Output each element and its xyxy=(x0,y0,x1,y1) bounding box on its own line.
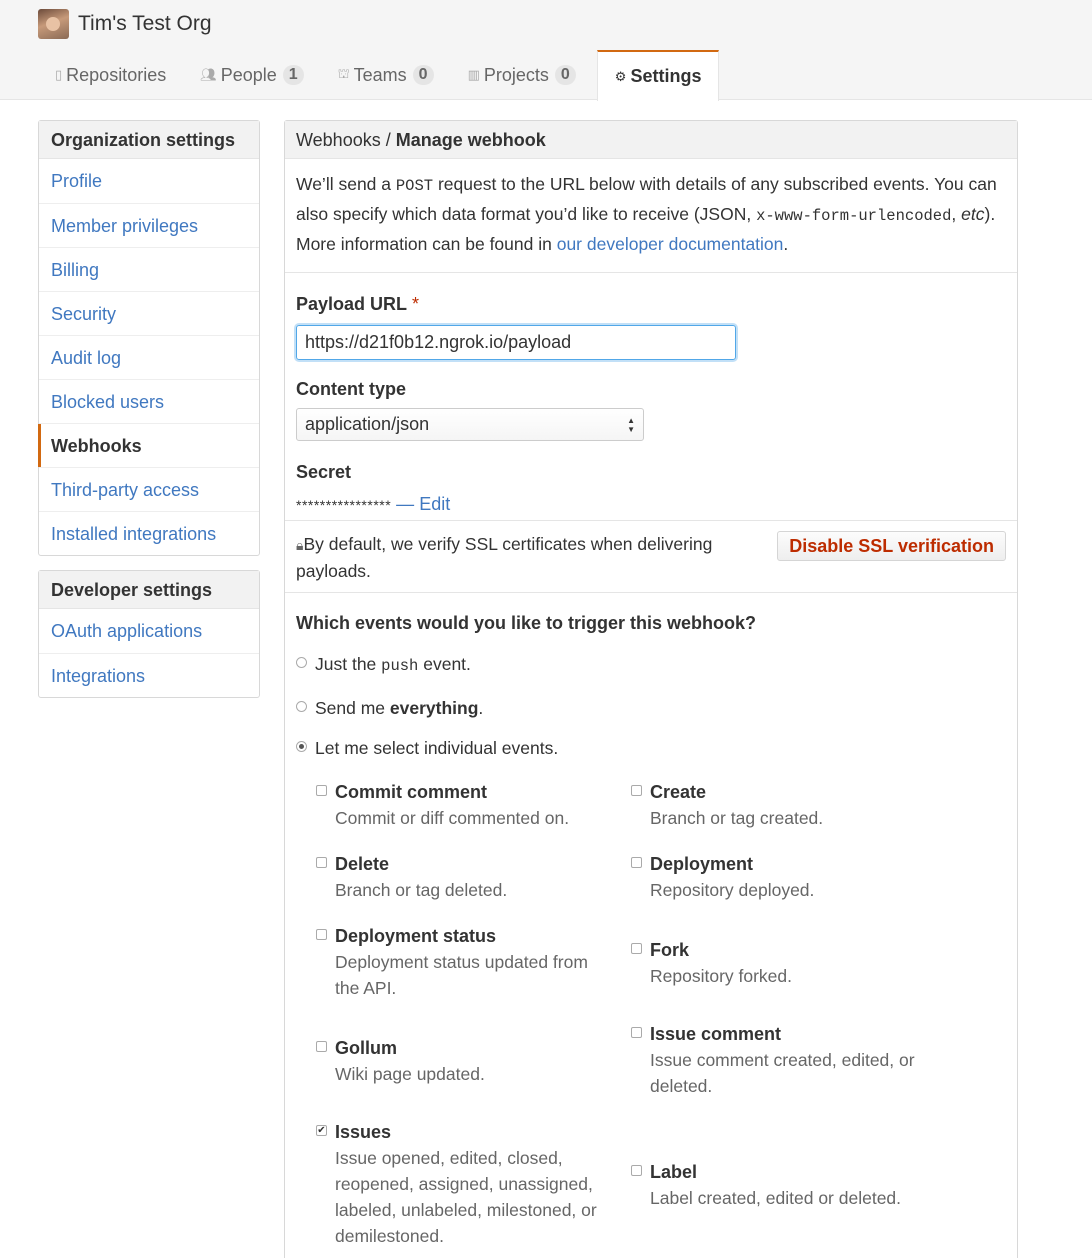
event-title: Deployment status xyxy=(335,926,497,946)
org-tabs xyxy=(38,50,719,100)
gear-icon: ⚙ xyxy=(614,68,627,84)
event-issues[interactable] xyxy=(316,1119,606,1249)
event-title: Create xyxy=(650,782,707,802)
event-issue-comment[interactable] xyxy=(631,1021,921,1099)
event-checkbox[interactable] xyxy=(316,1041,327,1052)
sidebar-item-third-party-access[interactable]: Third-party access xyxy=(39,467,259,511)
event-desc: Repository forked. xyxy=(650,966,793,986)
event-deployment[interactable] xyxy=(631,851,921,903)
webhook-box xyxy=(284,120,1018,1258)
tab-label: People xyxy=(220,64,277,85)
event-desc: Label created, edited or deleted. xyxy=(650,1188,902,1208)
event-title: Issues xyxy=(335,1122,392,1142)
event-checkbox[interactable] xyxy=(316,929,327,940)
radio-text: . xyxy=(478,697,484,718)
event-create[interactable] xyxy=(631,779,921,831)
tab-teams[interactable] xyxy=(321,50,451,100)
ssl-section xyxy=(285,521,1017,593)
event-title: Delete xyxy=(335,854,390,874)
event-checkbox[interactable] xyxy=(631,1165,642,1176)
event-label[interactable] xyxy=(631,1159,921,1211)
event-title: Commit comment xyxy=(335,782,488,802)
event-checkbox[interactable] xyxy=(631,785,642,796)
webhook-intro xyxy=(285,159,1017,273)
secret-mask: **************** xyxy=(296,497,392,513)
teams-counter: 0 xyxy=(413,65,434,85)
event-delete[interactable] xyxy=(316,851,606,903)
radio-push[interactable] xyxy=(296,657,307,668)
event-title: Label xyxy=(650,1162,698,1182)
event-desc: Wiki page updated. xyxy=(335,1064,485,1084)
radio-text: Send me xyxy=(315,697,390,718)
event-deployment-status[interactable] xyxy=(316,923,606,1001)
project-icon: ▥ xyxy=(467,67,480,82)
intro-text: ). More information can be found in xyxy=(296,204,996,254)
event-title: Gollum xyxy=(335,1038,397,1058)
breadcrumb xyxy=(285,121,1017,159)
intro-code-post: POST xyxy=(395,177,434,195)
secret-row xyxy=(296,491,1006,518)
radio-everything-option[interactable] xyxy=(296,696,1006,720)
intro-text: , xyxy=(951,204,962,224)
ssl-text: By default, we verify SSL certificates when delivering payloads. xyxy=(296,534,713,581)
radio-select[interactable] xyxy=(296,741,307,752)
tab-label: Projects xyxy=(483,64,549,85)
sidebar-item-member-privileges[interactable]: Member privileges xyxy=(39,203,259,247)
radio-everything-label xyxy=(315,698,483,719)
radio-select-label: Let me select individual events. xyxy=(315,737,559,758)
event-commit-comment[interactable] xyxy=(316,779,606,831)
sidebar-item-billing[interactable]: Billing xyxy=(39,247,259,291)
required-mark: * xyxy=(412,294,420,314)
content-type-select[interactable] xyxy=(296,408,644,441)
payload-url-input[interactable]: https://d21f0b12.ngrok.io/payload xyxy=(296,325,736,360)
developer-docs-link[interactable]: our developer documentation xyxy=(556,234,784,254)
projects-counter: 0 xyxy=(555,65,576,85)
event-checkbox[interactable] xyxy=(631,857,642,868)
repo-icon: ▯ xyxy=(55,67,63,82)
event-desc: Deployment status updated from the API. xyxy=(335,952,588,998)
event-desc: Repository deployed. xyxy=(650,880,815,900)
secret-dash: — xyxy=(391,494,420,514)
sidebar-item-integrations[interactable]: Integrations xyxy=(39,653,259,697)
lock-icon: 🔒︎ xyxy=(296,537,304,553)
tab-label: Repositories xyxy=(66,64,167,85)
developer-settings-menu xyxy=(38,570,260,698)
ssl-note xyxy=(296,531,766,584)
intro-text: request to the URL below with details of any subscribed events. You can also specify which data format you’d like to receive (JSON, xyxy=(296,174,997,224)
content-type-value: application/json xyxy=(305,414,430,434)
team-icon: ⛫ xyxy=(337,66,350,81)
events-section xyxy=(285,593,1017,1258)
intro-code-urlencoded: x-www-form-urlencoded xyxy=(756,207,952,225)
tab-settings[interactable] xyxy=(597,50,720,101)
sidebar-item-profile[interactable]: Profile xyxy=(51,171,103,191)
disable-ssl-button[interactable]: Disable SSL verification xyxy=(777,531,1006,561)
event-desc: Branch or tag deleted. xyxy=(335,880,508,900)
tab-projects[interactable] xyxy=(451,50,593,100)
content-type-label: Content type xyxy=(296,379,406,399)
event-desc: Commit or diff commented on. xyxy=(335,808,570,828)
intro-text: We’ll send a xyxy=(296,174,396,194)
event-fork[interactable] xyxy=(631,937,921,989)
push-code: push xyxy=(381,656,419,675)
tab-label: Teams xyxy=(353,64,407,85)
radio-text: Just the xyxy=(315,653,382,674)
secret-label: Secret xyxy=(296,462,352,482)
intro-text: . xyxy=(783,234,789,254)
page-title: Manage webhook xyxy=(395,130,546,150)
event-gollum[interactable] xyxy=(316,1035,606,1087)
sidebar-item-security[interactable]: Security xyxy=(39,291,259,335)
select-arrows-icon: ▲ ▼ xyxy=(627,416,635,434)
breadcrumb-webhooks-link[interactable]: Webhooks xyxy=(296,130,381,150)
radio-select-option[interactable] xyxy=(296,736,1006,760)
people-counter: 1 xyxy=(283,65,304,85)
event-title: Issue comment xyxy=(650,1024,782,1044)
radio-text-bold: everything xyxy=(389,697,479,718)
org-settings-heading: Organization settings xyxy=(39,121,259,159)
radio-text: event. xyxy=(418,653,471,674)
event-title: Fork xyxy=(650,940,690,960)
org-avatar[interactable] xyxy=(38,9,69,39)
sidebar-item-oauth-applications[interactable]: OAuth applications xyxy=(51,621,203,641)
tab-label: Settings xyxy=(630,66,702,86)
tab-people[interactable] xyxy=(183,50,320,100)
breadcrumb-separator: / xyxy=(385,130,391,150)
radio-push-label xyxy=(315,654,471,675)
event-desc: Issue opened, edited, closed, reopened, assigned, unassigned, labeled, unlabeled, milestoned, or demilestoned. xyxy=(335,1148,597,1246)
tab-repositories[interactable] xyxy=(38,50,183,100)
webhook-form xyxy=(285,273,1017,521)
events-question: Which events would you like to trigger this webhook? xyxy=(296,613,757,633)
event-title: Deployment xyxy=(650,854,754,874)
event-checkbox[interactable] xyxy=(631,943,642,954)
event-desc: Branch or tag created. xyxy=(650,808,824,828)
event-checkbox[interactable] xyxy=(316,785,327,796)
radio-push-option[interactable] xyxy=(296,652,1006,676)
sidebar-item-installed-integrations[interactable]: Installed integrations xyxy=(39,511,259,555)
event-checkbox[interactable] xyxy=(316,857,327,868)
developer-settings-heading: Developer settings xyxy=(39,571,259,609)
sidebar-item-audit-log[interactable]: Audit log xyxy=(39,335,259,379)
intro-em: etc xyxy=(961,204,985,224)
sidebar-item-webhooks[interactable]: Webhooks xyxy=(39,423,259,467)
event-desc: Issue comment created, edited, or deleted. xyxy=(650,1050,915,1096)
event-checkbox[interactable]: ✔ xyxy=(317,1125,326,1136)
people-icon: 👥︎ xyxy=(200,67,217,82)
event-checkbox[interactable] xyxy=(631,1027,642,1038)
payload-url-label-row xyxy=(296,291,1006,317)
org-header xyxy=(0,0,1092,100)
payload-url-label: Payload URL xyxy=(296,294,408,314)
sidebar-item-blocked-users[interactable]: Blocked users xyxy=(39,379,259,423)
radio-everything[interactable] xyxy=(296,701,307,712)
org-settings-menu xyxy=(38,120,260,556)
org-name[interactable]: Tim's Test Org xyxy=(78,12,212,35)
secret-edit-link[interactable]: Edit xyxy=(419,494,451,514)
